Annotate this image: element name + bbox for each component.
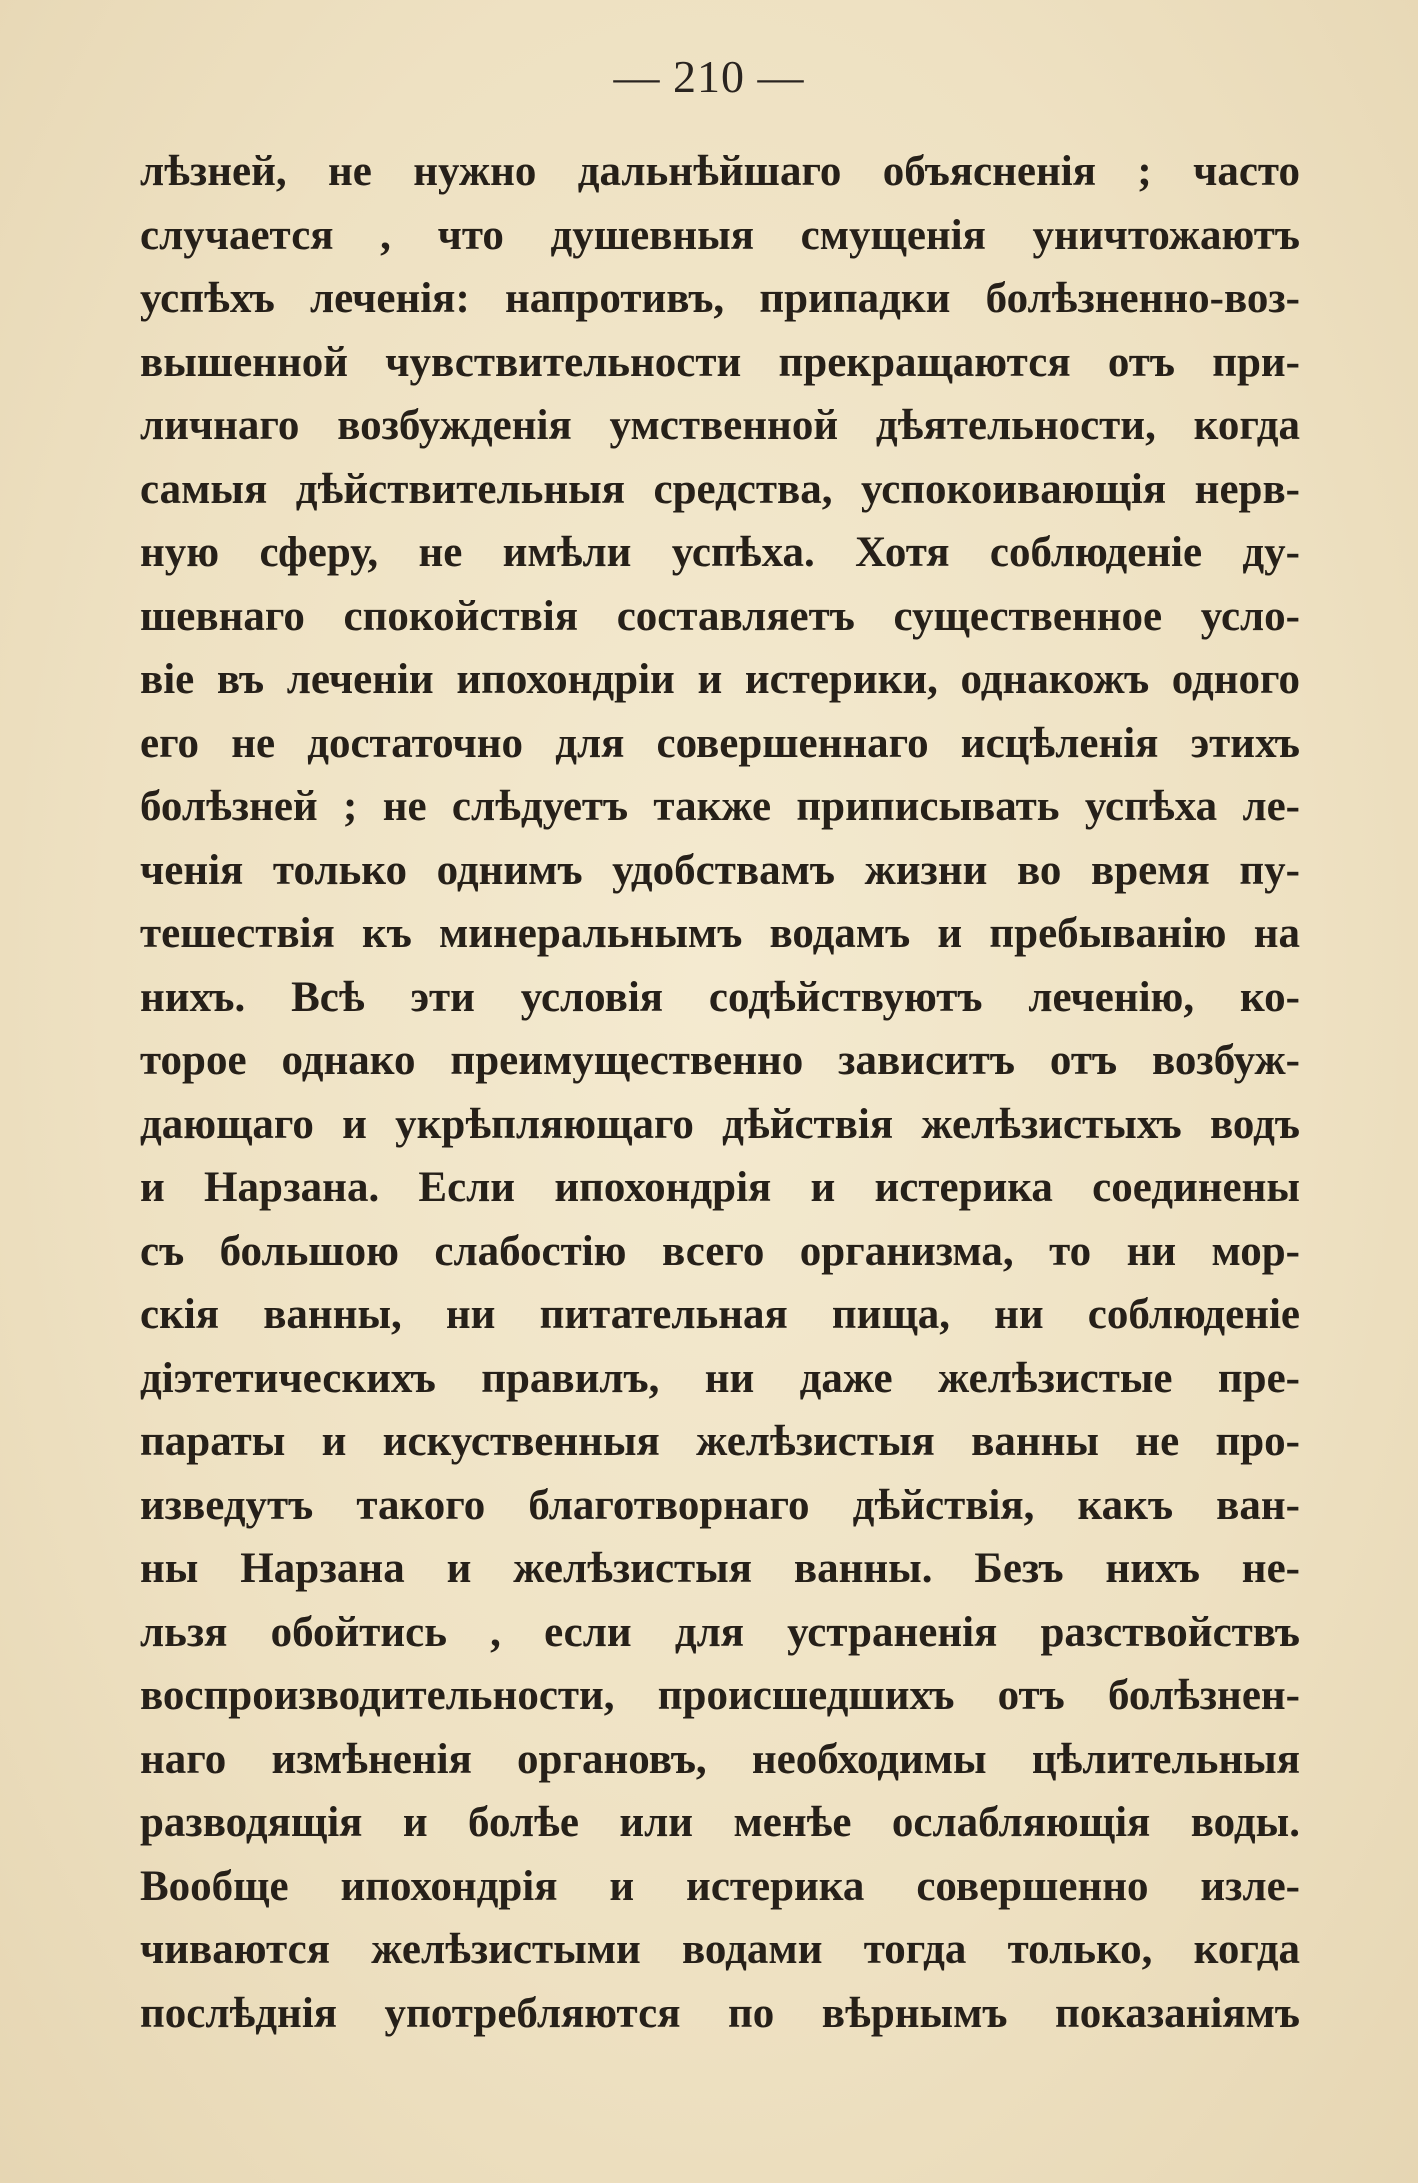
text-line: разводящія и болѣе или менѣе ослабляющія воды. bbox=[140, 1799, 1300, 1846]
text-line: діэтетическихъ правилъ, ни даже желѣзистые пре- bbox=[140, 1354, 1300, 1402]
text-line: его не достаточно для совершеннаго исцѣленія этихъ bbox=[140, 719, 1300, 767]
text-line: дающаго и укрѣпляющаго дѣйствія желѣзистыхъ водъ bbox=[140, 1100, 1300, 1148]
text-line: Вообще ипохондрія и истерика совершенно изле- bbox=[140, 1862, 1300, 1910]
text-line: параты и искуственныя желѣзистыя ванны не про- bbox=[140, 1418, 1300, 1465]
text-line: ченія только однимъ удобствамъ жизни во время пу- bbox=[140, 846, 1300, 894]
text-line: льзя обойтись , если для устраненія разствойствъ bbox=[140, 1608, 1300, 1656]
text-line: торое однако преимущественно зависитъ отъ возбуж- bbox=[140, 1037, 1300, 1084]
text-line: самыя дѣйствительныя средства, успокоивающія нерв- bbox=[140, 465, 1300, 513]
text-line: ны Нарзана и желѣзистыя ванны. Безъ нихъ не- bbox=[140, 1545, 1300, 1592]
text-line: изведутъ такого благотворнаго дѣйствія, какъ ван- bbox=[140, 1481, 1300, 1529]
text-line: ную сферу, не имѣли успѣха. Хотя соблюденіе ду- bbox=[140, 529, 1300, 576]
text-line: шевнаго спокойствія составляетъ существенное усло- bbox=[140, 592, 1300, 640]
text-line: лѣзней, не нужно дальнѣйшаго объясненія ; часто bbox=[140, 148, 1300, 195]
text-line: нихъ. Всѣ эти условія содѣйствуютъ леченію, ко- bbox=[140, 973, 1300, 1021]
text-line: віе въ леченіи ипохондріи и истерики, однакожъ одного bbox=[140, 656, 1300, 703]
text-line: вышенной чувствительности прекращаются отъ при- bbox=[140, 338, 1300, 386]
text-line: послѣднія употребляются по вѣрнымъ показаніямъ bbox=[140, 1989, 1300, 2037]
text-line: личнаго возбужденія умственной дѣятельности, когда bbox=[140, 402, 1300, 449]
text-line: случается , что душевныя смущенія уничтожаютъ bbox=[140, 211, 1300, 259]
body-text bbox=[140, 140, 1300, 2045]
page-number: — 210 — bbox=[613, 51, 805, 102]
text-line: воспроизводительности, происшедшихъ отъ болѣзнен- bbox=[140, 1672, 1300, 1719]
text-line: болѣзней ; не слѣдуетъ также приписывать успѣха ле- bbox=[140, 783, 1300, 830]
text-line: и Нарзана. Если ипохондрія и истерика соединены bbox=[140, 1164, 1300, 1211]
text-line: скія ванны, ни питательная пища, ни соблюденіе bbox=[140, 1291, 1300, 1338]
text-line: успѣхъ леченія: напротивъ, припадки болѣзненно-воз- bbox=[140, 275, 1300, 322]
text-line: чиваются желѣзистыми водами тогда только, когда bbox=[140, 1926, 1300, 1973]
text-line: съ большою слабостію всего организма, то ни мор- bbox=[140, 1227, 1300, 1275]
text-line: наго измѣненія органовъ, необходимы цѣлительныя bbox=[140, 1735, 1300, 1783]
text-line: тешествія къ минеральнымъ водамъ и пребыванію на bbox=[140, 910, 1300, 957]
